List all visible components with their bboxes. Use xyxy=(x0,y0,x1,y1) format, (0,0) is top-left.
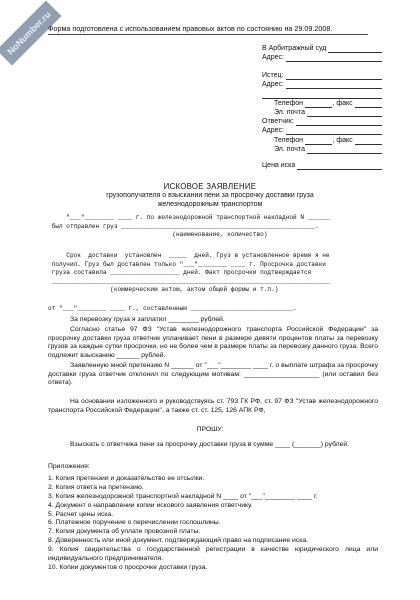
delay-section: Срок доставки установлен _____ дней. Груз в установленное время я не получил. Груз был доставлен только "___"________ ____ г. Просрочка доставки груза составила ___________________ дней. Факт просрочки подтверждается ____________________________________________________________________________ (коммерческим актом, актом общей формы и т.п.) xyxy=(51,252,330,294)
defendant-email-label: Эл. почта xyxy=(274,145,305,153)
legal-basis-paragraph: На основании изложенного и руководствуясь ст. 793 ГК РФ, ст. 97 ФЗ "Устав железнодорожного транспорта Российской Федерации", а также ст. ст. 125, 126 АПК РФ, xyxy=(48,398,378,414)
shipment-section: "___"________ ____ г. по железнодорожной транспортной накладной N ______ был отправлен груз _____________________________________________________. (наименование, количество) xyxy=(51,214,330,239)
request-heading: ПРОШУ: xyxy=(196,426,224,433)
attachment-item: 3. Копия железнодорожной транспортной накладной N ____ от "___"________ ____ г. xyxy=(48,492,318,500)
attachments-list xyxy=(48,463,378,573)
defendant-phone-label: Телефон xyxy=(274,136,304,144)
plaintiff-phone-field xyxy=(305,101,332,108)
defendant-email-field xyxy=(307,147,382,154)
claim-price-label: Цена иска xyxy=(262,162,296,170)
plaintiff-address-label: Адрес: xyxy=(262,81,284,89)
defendant-field xyxy=(296,119,382,126)
court-field xyxy=(328,46,382,53)
attachment-item: 9. Копия свидетельства о государственной регистрации в качестве юридического лица или индивидуального предпринимателя. xyxy=(48,546,378,563)
plaintiff-email-field xyxy=(307,110,382,117)
plaintiff-field xyxy=(286,73,382,80)
claim-price-block xyxy=(262,161,382,170)
defendant-address-field xyxy=(286,128,382,135)
document-header-note: Форма подготовлена с использованием правовых актов по состоянию на 29.09.2008. xyxy=(48,24,368,35)
document-subtitle: грузополучателя о взыскании пени за просрочку доставки груза железнодорожным транспортом xyxy=(106,192,314,208)
claim-price-field xyxy=(297,163,382,170)
plaintiff-fax-label: , факс xyxy=(332,99,353,107)
plaintiff-address-field xyxy=(286,82,382,89)
court-address-label: Адрес: xyxy=(262,54,284,62)
document-title: ИСКОВОЕ ЗАЯВЛЕНИЕ xyxy=(163,182,257,191)
defendant-fax-field xyxy=(355,138,382,145)
plaintiff-label: Истец: xyxy=(262,72,284,80)
plaintiff-block xyxy=(262,71,382,117)
court-address-field xyxy=(286,55,382,62)
plaintiff-email-label: Эл. почта xyxy=(274,108,305,116)
court-label: В Арбитражный суд xyxy=(262,45,327,53)
plaintiff-address-field-2 xyxy=(262,92,382,99)
claim-rejection-paragraph: Заявленную мной претензию N ______ от "___"________ ____ г. о выплате штрафа за просрочку доставки груза ответчик отклонил по следующим мотивам: ____________________ (или оставил без ответа). xyxy=(48,362,378,387)
plaintiff-fax-field xyxy=(355,101,382,108)
transport-fee-paragraph: За перевозку груза я заплатил ________ рублей. xyxy=(70,316,225,323)
request-text: Взыскать с ответчика пени за просрочку доставки груза в сумме ____ (_______) рублей. xyxy=(70,441,350,448)
attachment-item: 4. Документ о направлении копии искового заявления ответчику. xyxy=(48,501,253,509)
court-block xyxy=(262,44,382,62)
attachment-item: 1. Копия претензии и доказательство ее отсылки. xyxy=(48,474,205,482)
defendant-block xyxy=(262,117,382,154)
defendant-fax-label: , факс xyxy=(332,136,353,144)
attachment-item: 6. Платежное поручение о перечислении госпошлины. xyxy=(48,519,221,527)
attachment-item: 10. Копии документов о просрочке доставки груза. xyxy=(48,563,208,571)
defendant-phone-field xyxy=(305,138,332,145)
attachment-item: 7. Копия документа об уплате провозной платы. xyxy=(48,528,201,536)
act-reference-line: от "___"________ ____ г., составленным ____________________________. xyxy=(48,305,297,312)
watermark-banner: NoNumber.ru xyxy=(0,0,62,65)
attachment-item: 5. Расчет цены иска. xyxy=(48,510,114,518)
defendant-address-label: Адрес: xyxy=(262,127,284,135)
defendant-label: Ответчик: xyxy=(262,118,294,126)
attachments-heading: Приложения: xyxy=(48,463,90,470)
statute-paragraph: Согласно статье 97 ФЗ "Устав железнодорожного транспорта Российской Федерации" за просрочку доставки груза ответчик уплачивает пени в размере девяти процентов платы за перевозку грузов за каждые сутки просрочки, но не более чем в размере платы за перевозку данного груза. Всего подлежит взысканию ______ рублей. xyxy=(48,326,378,360)
attachment-item: 2. Копия ответа на претензию. xyxy=(48,483,144,491)
plaintiff-phone-label: Телефон xyxy=(274,99,304,107)
attachment-item: 8. Доверенность или иной документ, подтверждающий право на подписание иска. xyxy=(48,537,308,545)
